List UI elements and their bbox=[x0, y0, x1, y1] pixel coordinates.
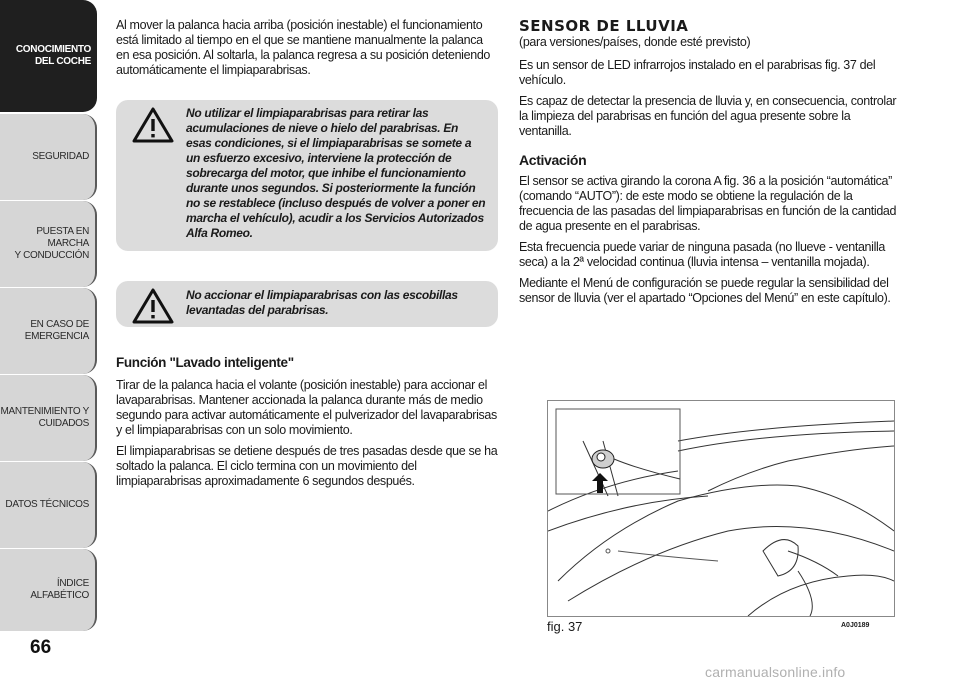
figure-code: A0J0189 bbox=[841, 622, 870, 629]
paragraph: El sensor se activa girando la corona A fig. 36 a la posición “automática” (comando “AUTO”): de este modo se obtiene la regulación de la frecuencia de las pasadas del limpiaparabrisas en función de la cantidad de agua presente en el parabrisas. bbox=[519, 174, 897, 233]
page-number: 66 bbox=[30, 637, 52, 658]
paragraph: Tirar de la palanca hacia el volante (posición inestable) para accionar el lavaparabrisas. Mantener accionada la palanca durante más de medio segundo para activar automáticamente el pulverizador del lavaparabrisas y el limpiaparabrisas con un solo movimiento. bbox=[116, 378, 497, 437]
tab-label: EN CASO DE bbox=[30, 319, 89, 330]
tab-label: DATOS TÉCNICOS bbox=[5, 499, 89, 510]
warning-triangle-icon bbox=[132, 107, 174, 143]
tab-en-caso-de-emergencia[interactable] bbox=[0, 288, 97, 374]
tab-label: MANTENIMIENTO Y bbox=[0, 406, 89, 417]
tab-label: CUIDADOS bbox=[38, 418, 89, 429]
section-title: SENSOR DE LLUVIA bbox=[519, 17, 689, 35]
figure-rain-sensor bbox=[547, 400, 895, 617]
windshield-illustration bbox=[548, 401, 894, 616]
paragraph: Mediante el Menú de configuración se puede regular la sensibilidad del sensor de lluvia (ver el apartado “Opciones del Menú” en este capítulo). bbox=[519, 276, 891, 305]
tab-label: ÍNDICE ALFABÉTICO bbox=[30, 578, 89, 601]
paragraph: Es capaz de detectar la presencia de lluvia y, en consecuencia, controlar la limpieza del parabrisas en función del agua presente sobre la ventanilla. bbox=[519, 94, 897, 138]
tab-datos-tecnicos[interactable] bbox=[0, 462, 97, 548]
subsection-heading: Activación bbox=[519, 152, 587, 168]
tab-label: EMERGENCIA bbox=[24, 331, 89, 342]
tab-label: PUESTA EN MARCHA bbox=[36, 226, 89, 249]
warning-box bbox=[116, 281, 498, 327]
warning-triangle-icon bbox=[132, 288, 174, 324]
tab-mantenimiento[interactable] bbox=[0, 375, 97, 461]
tab-label: CONOCIMIENTO bbox=[15, 44, 91, 55]
paragraph: El limpiaparabrisas se detiene después de tres pasadas desde que se ha soltado la palanca. El ciclo termina con un movimiento del limpiaparabrisas aproximadamente 6 segundos después. bbox=[116, 444, 498, 488]
warning-box bbox=[116, 100, 498, 251]
section-heading: Función "Lavado inteligente" bbox=[116, 355, 294, 370]
intro-paragraph: Al mover la palanca hacia arriba (posición inestable) el funcionamiento está limitado al tiempo en el que se mantiene manualmente la palanca en esa posición. Al soltarla, la palanca regresa a su posición deteniendo automáticamente el limpiaparabrisas. bbox=[116, 18, 491, 77]
right-column bbox=[519, 18, 905, 312]
tab-puesta-en-marcha[interactable] bbox=[0, 201, 97, 287]
paragraph: Es un sensor de LED infrarrojos instalado en el parabrisas fig. 37 del vehículo. bbox=[519, 58, 876, 87]
sidebar-chapter-tabs bbox=[0, 0, 100, 686]
watermark-text: carmanualsonline.info bbox=[705, 664, 846, 680]
tab-label: Y CONDUCCIÓN bbox=[14, 250, 89, 261]
left-column bbox=[116, 18, 498, 495]
tab-label: SEGURIDAD bbox=[32, 151, 89, 162]
tab-seguridad[interactable] bbox=[0, 114, 97, 200]
warning-text: No utilizar el limpiaparabrisas para retirar las acumulaciones de nieve o hielo del parabrisas. En esas condiciones, si el limpiaparabrisas se somete a un esfuerzo excesivo, interviene la protección de sobrecarga del motor, que inhibe el funcionamiento durante unos segundos. Si posteriormente la función no se restablece (incluso después de volver a poner en marcha el vehículo), acudir a los Servicios Autorizados Alfa Romeo. bbox=[186, 106, 486, 240]
tab-label: DEL COCHE bbox=[34, 56, 91, 67]
figure-caption: fig. 37 bbox=[547, 619, 583, 634]
rain-sensor-detail bbox=[592, 450, 680, 479]
paragraph: Esta frecuencia puede variar de ninguna pasada (no llueve - ventanilla seca) a la 2ª velocidad continua (lluvia intensa – ventanilla mojada). bbox=[519, 240, 886, 269]
warning-text: No accionar el limpiaparabrisas con las escobillas levantadas del parabrisas. bbox=[186, 288, 458, 317]
tab-indice-alfabetico[interactable] bbox=[0, 549, 97, 631]
tab-conocimiento-del-coche[interactable] bbox=[0, 0, 97, 112]
section-subtitle: (para versiones/países, donde esté previsto) bbox=[519, 35, 751, 49]
